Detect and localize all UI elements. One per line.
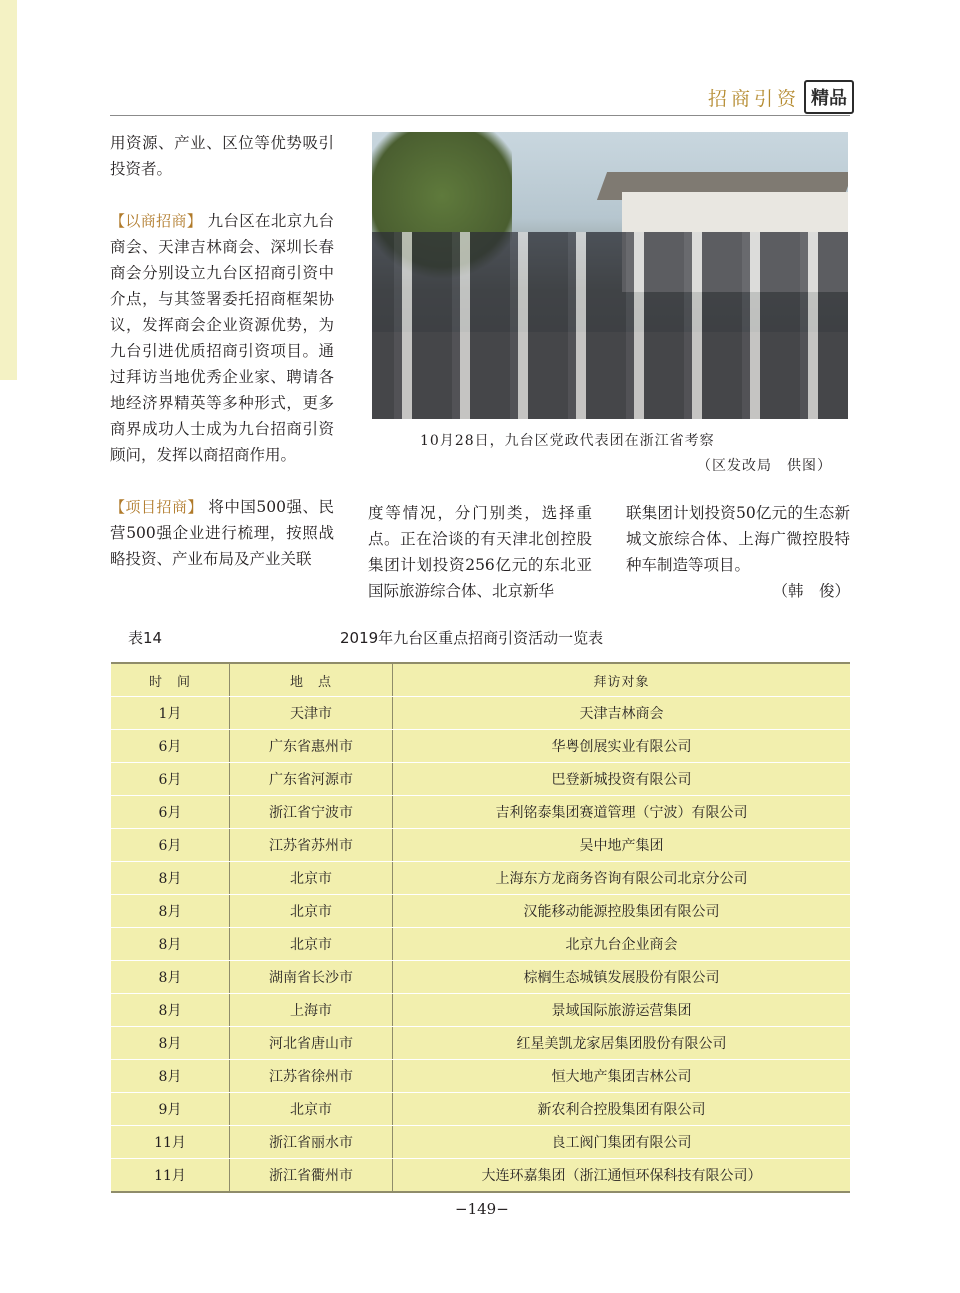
table-header-row <box>111 663 850 697</box>
investment-activity-table <box>111 662 850 1193</box>
cell-time: 11月 <box>111 1159 230 1193</box>
cell-location: 广东省河源市 <box>230 763 393 796</box>
business-recruitment-paragraph <box>110 208 334 468</box>
cell-visited: 良工阀门集团有限公司 <box>393 1126 851 1159</box>
column-header-visited: 拜访对象 <box>393 663 851 697</box>
column-header-time: 时 间 <box>111 663 230 697</box>
header-divider <box>110 115 850 116</box>
cell-visited: 天津吉林商会 <box>393 697 851 730</box>
project-recruitment-paragraph <box>110 494 334 572</box>
cell-time: 8月 <box>111 1027 230 1060</box>
side-color-strip <box>0 0 17 380</box>
cell-visited: 吴中地产集团 <box>393 829 851 862</box>
paragraph-heading: 【项目招商】 <box>110 498 203 516</box>
table-row <box>111 994 850 1027</box>
table-row <box>111 1027 850 1060</box>
intro-paragraph: 用资源、产业、区位等优势吸引投资者。 <box>110 134 334 178</box>
jingpin-logo: 精品 <box>804 80 854 114</box>
table-row <box>111 928 850 961</box>
cell-visited: 吉利铭泰集团赛道管理（宁波）有限公司 <box>393 796 851 829</box>
cell-visited: 大连环嘉集团（浙江通恒环保科技有限公司） <box>393 1159 851 1193</box>
table-row <box>111 796 850 829</box>
cell-time: 9月 <box>111 1093 230 1126</box>
paragraph-body: 九台区在北京九台商会、天津吉林商会、深圳长春商会分别设立九台区招商引资中介点，与其签署委托招商框架协议，发挥商会企业资源优势，为九台引进优质招商引资项目。通过拜访当地优秀企业家、聘请各地经济界精英等多种形式，更多商界成功人士成为九台招商引资顾问，发挥以商招商作用。 <box>110 212 334 464</box>
cell-visited: 恒大地产集团吉林公司 <box>393 1060 851 1093</box>
photo-credit: （区发改局 供图） <box>697 458 832 474</box>
right-paragraph: 联集团计划投资50亿元的生态新城文旅综合体、上海广微控股特种车制造等项目。 <box>626 504 850 574</box>
cell-time: 6月 <box>111 763 230 796</box>
cell-visited: 北京九台企业商会 <box>393 928 851 961</box>
cell-location: 北京市 <box>230 928 393 961</box>
middle-paragraph: 度等情况，分门别类，选择重点。正在洽谈的有天津北创控股集团计划投资256亿元的东北亚国际旅游综合体、北京新华 <box>368 504 592 600</box>
cell-location: 北京市 <box>230 895 393 928</box>
cell-location: 广东省惠州市 <box>230 730 393 763</box>
table-row <box>111 961 850 994</box>
cell-location: 江苏省徐州市 <box>230 1060 393 1093</box>
cell-time: 8月 <box>111 994 230 1027</box>
table-row <box>111 862 850 895</box>
table-title: 2019年九台区重点招商引资活动一览表 <box>340 629 604 647</box>
paragraph-heading: 【以商招商】 <box>110 212 203 230</box>
cell-location: 河北省唐山市 <box>230 1027 393 1060</box>
cell-location: 江苏省苏州市 <box>230 829 393 862</box>
cell-time: 6月 <box>111 730 230 763</box>
cell-location: 北京市 <box>230 1093 393 1126</box>
cell-visited: 巴登新城投资有限公司 <box>393 763 851 796</box>
cell-location: 北京市 <box>230 862 393 895</box>
table-row <box>111 1060 850 1093</box>
column-header-location: 地 点 <box>230 663 393 697</box>
table-number: 表14 <box>128 629 163 647</box>
section-title: 招商引资 <box>707 88 800 110</box>
cell-time: 8月 <box>111 928 230 961</box>
cell-visited: 上海东方龙商务咨询有限公司北京分公司 <box>393 862 851 895</box>
table-row <box>111 763 850 796</box>
right-text-column <box>626 500 850 604</box>
cell-visited: 红星美凯龙家居集团股份有限公司 <box>393 1027 851 1060</box>
table-row <box>111 1093 850 1126</box>
left-text-column <box>110 130 334 572</box>
table-row <box>111 1126 850 1159</box>
cell-visited: 棕榈生态城镇发展股份有限公司 <box>393 961 851 994</box>
cell-location: 天津市 <box>230 697 393 730</box>
middle-text-column <box>368 500 592 604</box>
cell-time: 8月 <box>111 961 230 994</box>
cell-time: 8月 <box>111 1060 230 1093</box>
photo-caption: 10月28日，九台区党政代表团在浙江省考察 <box>420 433 715 449</box>
cell-time: 8月 <box>111 895 230 928</box>
cell-location: 浙江省丽水市 <box>230 1126 393 1159</box>
cell-time: 6月 <box>111 796 230 829</box>
cell-time: 6月 <box>111 829 230 862</box>
cell-visited: 新农利合控股集团有限公司 <box>393 1093 851 1126</box>
page-number: −149− <box>455 1200 509 1218</box>
cell-visited: 华粤创展实业有限公司 <box>393 730 851 763</box>
table-row <box>111 1159 850 1193</box>
paragraph-body: 将中国500强、民营500强企业进行梳理，按照战略投资、产业布局及产业关联 <box>110 498 334 568</box>
cell-location: 上海市 <box>230 994 393 1027</box>
table-row <box>111 697 850 730</box>
table-row <box>111 730 850 763</box>
cell-location: 浙江省衢州市 <box>230 1159 393 1193</box>
cell-time: 11月 <box>111 1126 230 1159</box>
cell-time: 8月 <box>111 862 230 895</box>
photo-people <box>372 232 848 419</box>
cell-visited: 景域国际旅游运营集团 <box>393 994 851 1027</box>
cell-location: 湖南省长沙市 <box>230 961 393 994</box>
delegation-photo <box>372 132 848 419</box>
table-row <box>111 829 850 862</box>
author-name: （韩 俊） <box>772 582 850 600</box>
cell-location: 浙江省宁波市 <box>230 796 393 829</box>
table-row <box>111 895 850 928</box>
cell-time: 1月 <box>111 697 230 730</box>
cell-visited: 汉能移动能源控股集团有限公司 <box>393 895 851 928</box>
